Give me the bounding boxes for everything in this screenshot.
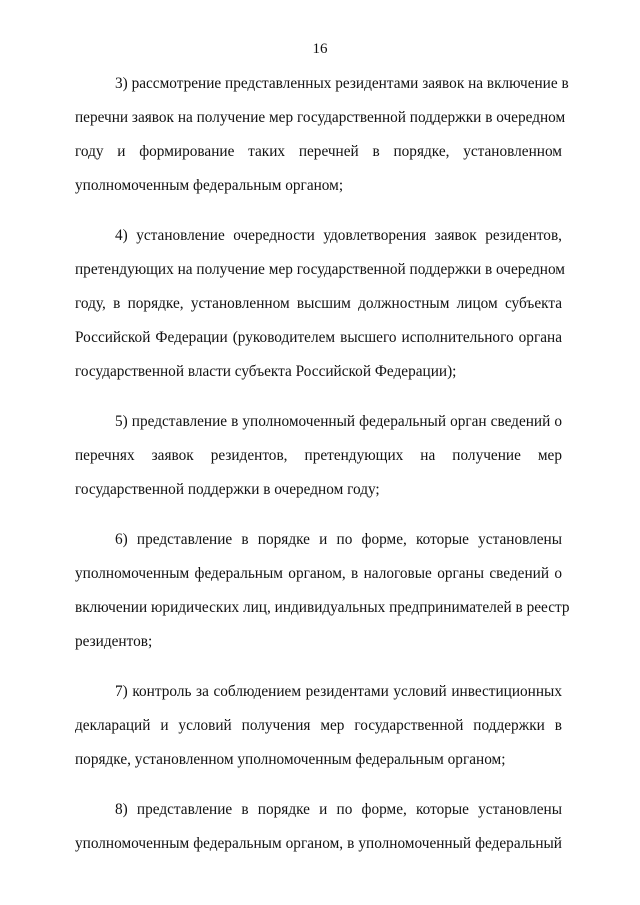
document-body bbox=[75, 67, 570, 877]
text-line: деклараций и условий получения мер государственной поддержки в bbox=[75, 717, 562, 734]
text-line: порядке, установленном уполномоченным федеральным органом; bbox=[75, 751, 506, 768]
paragraph-item-3 bbox=[75, 67, 569, 203]
text-line: уполномоченным федеральным органом, в уполномоченный федеральный bbox=[75, 835, 562, 852]
text-line: резидентов; bbox=[75, 633, 153, 650]
paragraph-item-8 bbox=[75, 793, 562, 861]
text-line: Российской Федерации (руководителем высшего исполнительного органа bbox=[75, 329, 562, 346]
paragraph-item-4 bbox=[75, 219, 565, 389]
text-line: государственной поддержки в очередном году; bbox=[75, 481, 380, 498]
text-line: включении юридических лиц, индивидуальных предпринимателей в реестр bbox=[75, 599, 570, 616]
text-line: 6) представление в порядке и по форме, которые установлены bbox=[115, 531, 562, 548]
text-line: году, в порядке, установленном высшим должностным лицом субъекта bbox=[75, 295, 562, 312]
paragraph-item-6 bbox=[75, 523, 570, 659]
text-line: уполномоченным федеральным органом; bbox=[75, 177, 344, 194]
text-line: 7) контроль за соблюдением резидентами условий инвестиционных bbox=[115, 683, 562, 700]
text-line: 3) рассмотрение представленных резидентами заявок на включение в bbox=[115, 75, 569, 92]
paragraph-item-5 bbox=[75, 405, 562, 507]
text-line: 4) установление очередности удовлетворения заявок резидентов, bbox=[115, 227, 562, 244]
text-line: перечнях заявок резидентов, претендующих на получение мер bbox=[75, 447, 562, 464]
text-line: 8) представление в порядке и по форме, которые установлены bbox=[115, 801, 562, 818]
text-line: году и формирование таких перечней в порядке, установленном bbox=[75, 143, 562, 160]
paragraph-item-7 bbox=[75, 675, 562, 777]
text-line: претендующих на получение мер государственной поддержки в очередном bbox=[75, 261, 565, 278]
text-line: 5) представление в уполномоченный федеральный орган сведений о bbox=[115, 413, 562, 430]
text-line: перечни заявок на получение мер государственной поддержки в очередном bbox=[75, 109, 566, 126]
text-line: уполномоченным федеральным органом, в налоговые органы сведений о bbox=[75, 565, 562, 582]
text-line: государственной власти субъекта Российской Федерации); bbox=[75, 363, 457, 380]
page-number: 16 bbox=[312, 41, 328, 57]
